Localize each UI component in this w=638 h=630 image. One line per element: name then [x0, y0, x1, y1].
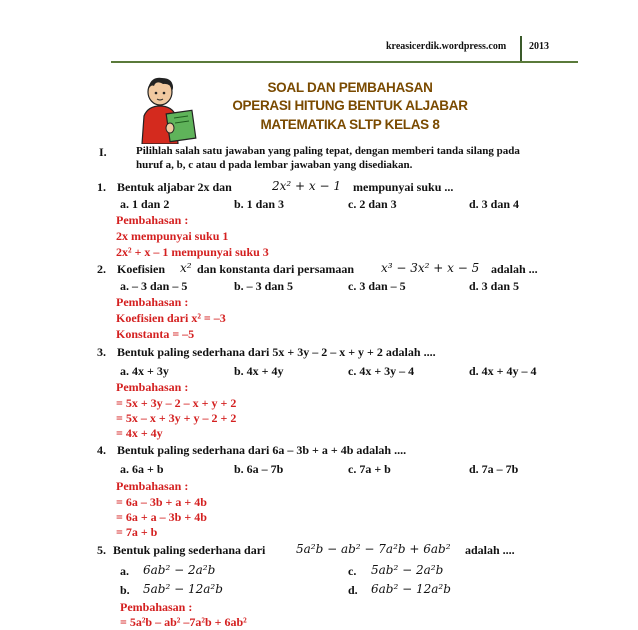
q1-option-a: a. 1 dan 2: [120, 197, 170, 211]
q5-option-c-letter: c.: [348, 564, 357, 578]
q5-option-a-letter: a.: [120, 564, 129, 578]
q1-text-before: Bentuk aljabar 2x dan: [117, 180, 232, 194]
q1-text-after: mempunyai suku ...: [353, 180, 454, 194]
title-line-2: OPERASI HITUNG BENTUK ALJABAR: [232, 98, 468, 113]
q1-option-c: c. 2 dan 3: [348, 197, 397, 211]
q3-option-a: a. 4x + 3y: [120, 364, 169, 378]
q3-text: Bentuk paling sederhana dari 5x + 3y – 2 – x + y + 2 adalah ....: [117, 345, 436, 359]
q4-option-c: c. 7a + b: [348, 462, 391, 476]
q4-discussion-line-3: = 7a + b: [116, 525, 158, 539]
q4-option-d: d. 7a – 7b: [469, 462, 519, 476]
header-site: kreasicerdik.wordpress.com: [386, 41, 507, 52]
q5-option-d-math: 6ab² − 12a²b: [371, 582, 451, 596]
q2-discussion-label: Pembahasan :: [116, 295, 189, 309]
q5-option-a-math: 6ab² − 2a²b: [143, 563, 216, 577]
q2-option-a: a. – 3 dan – 5: [120, 279, 188, 293]
header-year: 2013: [529, 41, 549, 52]
q5-option-c-math: 5ab² − 2a²b: [371, 563, 444, 577]
q3-discussion-line-2: = 5x – x + 3y + y – 2 + 2: [116, 411, 237, 425]
title-line-3: MATEMATIKA SLTP KELAS 8: [260, 117, 440, 132]
q2-option-c: c. 3 dan – 5: [348, 279, 406, 293]
q1-discussion-label: Pembahasan :: [116, 213, 189, 227]
q2-discussion-line-1: Koefisien dari x² = –3: [116, 311, 226, 325]
q1-math: 2x² + x − 1: [272, 179, 341, 193]
q2-math-2: x³ − 3x² + x − 5: [381, 261, 480, 275]
section-number: I.: [99, 145, 107, 159]
header-rule: [111, 61, 578, 63]
q1-option-b: b. 1 dan 3: [234, 197, 285, 211]
q3-option-d: d. 4x + 4y – 4: [469, 364, 537, 378]
q1-discussion-line-2: 2x² + x – 1 mempunyai suku 3: [116, 245, 269, 259]
q4-discussion-line-1: = 6a – 3b + a + 4b: [116, 495, 207, 509]
q1-discussion-line-1: 2x mempunyai suku 1: [116, 229, 229, 243]
q2-text-before: Koefisien: [117, 262, 165, 276]
q3-number: 3.: [97, 345, 106, 359]
q5-discussion-line-1: = 5a²b – ab² –7a²b + 6ab²: [120, 615, 247, 629]
q5-option-b-letter: b.: [120, 583, 130, 597]
q1-option-d: d. 3 dan 4: [469, 197, 520, 211]
q4-option-b: b. 6a – 7b: [234, 462, 284, 476]
q2-option-b: b. – 3 dan 5: [234, 279, 294, 293]
q5-option-d-letter: d.: [348, 583, 358, 597]
q2-discussion-line-2: Konstanta = –5: [116, 327, 195, 341]
q2-text-mid: dan konstanta dari persamaan: [197, 262, 355, 276]
q3-option-b: b. 4x + 4y: [234, 364, 284, 378]
q2-number: 2.: [97, 262, 106, 276]
q2-text-after: adalah ...: [491, 262, 538, 276]
instruction-line-1: Pilihlah salah satu jawaban yang paling tepat, dengan memberi tanda silang pada: [136, 145, 520, 157]
q5-number: 5.: [97, 543, 106, 557]
q3-discussion-line-3: = 4x + 4y: [116, 426, 163, 440]
q2-option-d: d. 3 dan 5: [469, 279, 520, 293]
q3-option-c: c. 4x + 3y – 4: [348, 364, 415, 378]
q1-number: 1.: [97, 180, 106, 194]
q3-discussion-line-1: = 5x + 3y – 2 – x + y + 2: [116, 396, 237, 410]
q4-discussion-line-2: = 6a + a – 3b + 4b: [116, 510, 207, 524]
q5-math: 5a²b − ab² − 7a²b + 6ab²: [296, 542, 451, 556]
q4-discussion-label: Pembahasan :: [116, 479, 189, 493]
q2-math-1: x²: [180, 261, 192, 275]
q4-text: Bentuk paling sederhana dari 6a – 3b + a + 4b adalah ....: [117, 443, 407, 457]
q5-text-before: Bentuk paling sederhana dari: [113, 543, 266, 557]
header-divider: [520, 36, 522, 62]
q5-option-b-math: 5ab² − 12a²b: [143, 582, 223, 596]
title-line-1: SOAL DAN PEMBAHASAN: [267, 80, 433, 95]
q4-option-a: a. 6a + b: [120, 462, 164, 476]
reading-boy-illustration: [130, 74, 202, 144]
q4-number: 4.: [97, 443, 106, 457]
q5-discussion-label: Pembahasan :: [120, 600, 193, 614]
q5-text-after: adalah ....: [465, 543, 515, 557]
instruction-line-2: huruf a, b, c atau d pada lembar jawaban yang disediakan.: [136, 159, 413, 171]
q3-discussion-label: Pembahasan :: [116, 380, 189, 394]
